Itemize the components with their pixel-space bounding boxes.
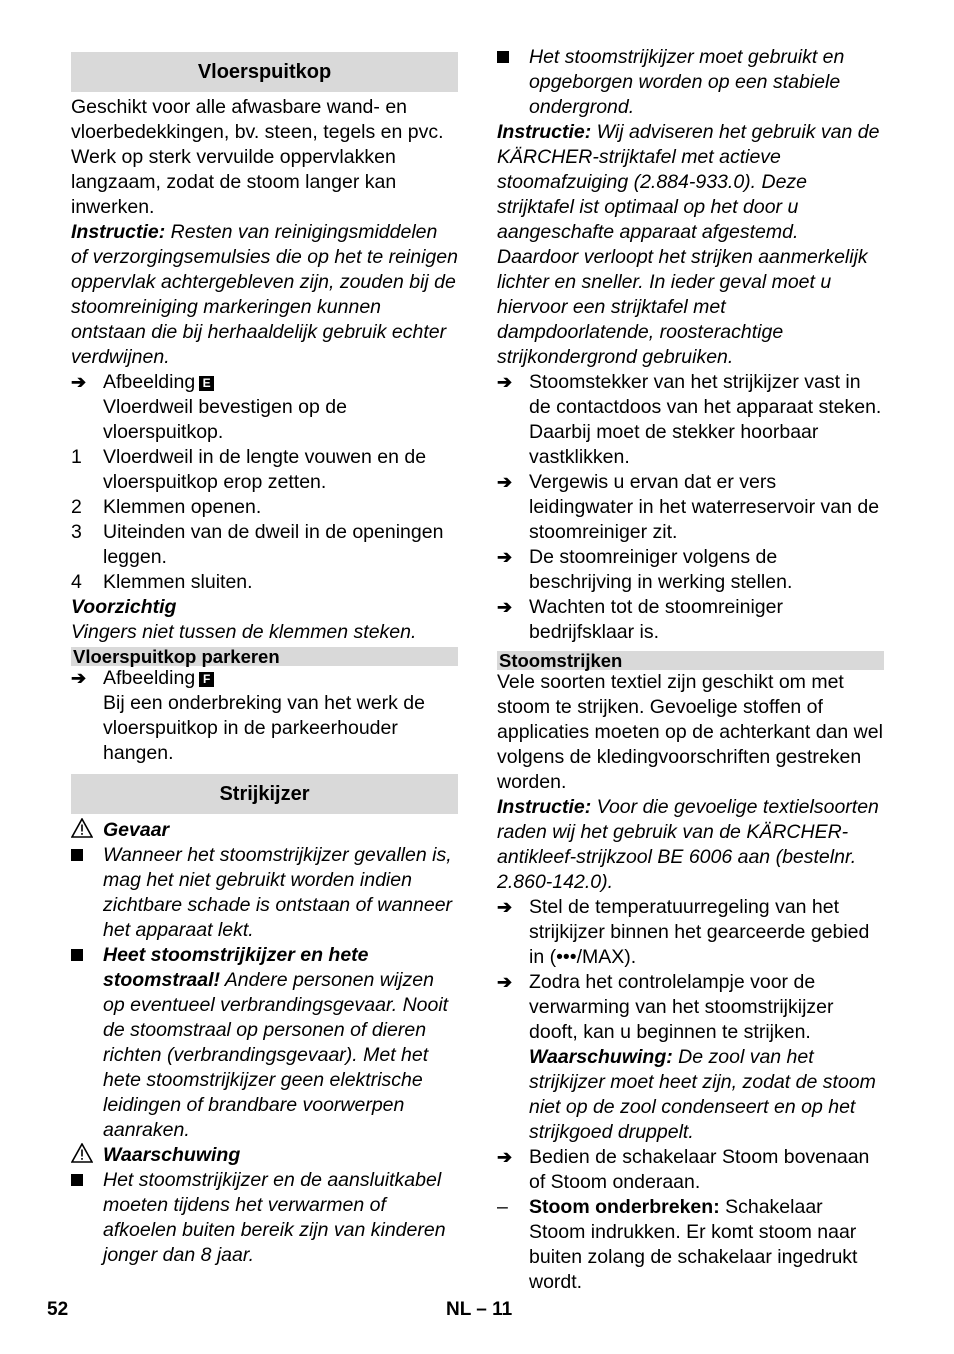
footer-language: NL — [446, 1299, 471, 1320]
dash-bold-text: Stoom onderbreken: — [529, 1196, 720, 1218]
footer-section-number: 11 — [492, 1299, 513, 1320]
figure-description: Bij een onderbreking van het werk de vloerspuitkop in de parkeerhouder hangen. — [103, 692, 425, 764]
warning-heading — [71, 1143, 458, 1168]
dash-bullet: – — [497, 1196, 508, 1218]
list-item — [497, 595, 884, 645]
step-text: Vloerdweil in de lengte vouwen en de vloerspuitkop erop zetten. — [103, 446, 427, 493]
note-label: Instructie: — [497, 796, 592, 818]
list-item — [71, 495, 458, 520]
danger-label: Gevaar — [103, 819, 170, 841]
figure-reference-f — [71, 666, 458, 766]
list-item — [497, 1195, 884, 1295]
subheading-stoomstrijken: Stoomstrijken — [497, 651, 884, 670]
danger-heading — [71, 818, 458, 843]
square-bullet-icon — [497, 51, 509, 63]
steps-list — [71, 445, 458, 595]
arrow-right-icon: ➔ — [497, 1147, 513, 1167]
footer-section — [446, 1297, 512, 1322]
caution-text: Vingers niet tussen de klemmen steken. — [71, 621, 417, 643]
arrow-right-icon: ➔ — [497, 372, 513, 392]
note-label: Instructie: — [71, 221, 166, 243]
list-item — [497, 1145, 884, 1195]
list-item — [497, 970, 884, 1145]
arrow-step-text: De stoomreiniger volgens de beschrijving in werking stellen. — [529, 546, 793, 593]
arrow-step-text: Wachten tot de stoomreiniger bedrijfsklaar is. — [529, 596, 783, 643]
danger-bold-text: Heet stoomstrijkijzer en hete stoomstraal! — [103, 944, 369, 991]
arrow-right-icon: ➔ — [497, 972, 513, 992]
warning-label: Waarschuwing — [103, 1144, 241, 1166]
square-bullet-icon — [71, 1174, 83, 1186]
figure-reference-e — [71, 370, 458, 445]
figure-description: Vloerdweil bevestigen op de vloerspuitkop. — [103, 396, 347, 443]
warning-triangle-icon — [71, 818, 93, 838]
arrow-step-text: Stoomstekker van het strijkijzer vast in de contactdoos van het apparaat steken. Daarbij moet de stekker hoorbaar vastklikken. — [529, 371, 882, 468]
list-item — [71, 943, 458, 1143]
section-heading-strijkijzer: Strijkijzer — [71, 774, 458, 814]
list-item — [497, 470, 884, 545]
note-instructie — [71, 220, 458, 370]
warning-inline-label: Waarschuwing: — [529, 1046, 673, 1068]
list-item — [71, 520, 458, 570]
arrow-step-text: Bedien de schakelaar Stoom bovenaan of Stoom onderaan. — [529, 1146, 870, 1193]
list-item — [71, 843, 458, 943]
note-instructie — [497, 120, 884, 370]
step-text: Klemmen openen. — [103, 496, 262, 518]
dash-text: Schakelaar Stoom indrukken. Er komt stoom naar buiten zolang de schakelaar ingedrukt wordt. — [529, 1196, 858, 1293]
square-bullet-icon — [71, 949, 83, 961]
note-instructie — [497, 795, 884, 895]
arrow-step-text: Stel de temperatuurregeling van het strijkijzer binnen het gearceerde gebied in (•••/MAX). — [529, 896, 870, 968]
figure-letter-badge: E — [199, 376, 214, 391]
arrow-right-icon: ➔ — [497, 897, 513, 917]
arrow-right-icon: ➔ — [497, 472, 513, 492]
step-text: Klemmen sluiten. — [103, 571, 253, 593]
danger-text: Andere personen wijzen op eventueel verbrandingsgevaar. Nooit de stoomstraal op personen of dieren richten (verbrandingsgevaar). Met het hete stoomstrijkijzer geen elektrische leidingen of brandbare voorwerpen aanraken. — [103, 969, 449, 1141]
figure-label: Afbeelding — [103, 371, 196, 393]
list-item — [497, 895, 884, 970]
arrow-step-text: Zodra het controlelampje voor de verwarming van het stoomstrijkijzer dooft, kan u beginnen te strijken. — [529, 971, 834, 1043]
list-item — [497, 370, 884, 470]
step-number: 3 — [71, 521, 82, 543]
note-text: Resten van reinigingsmiddelen of verzorgingsemulsies die op het te reinigen oppervlak achtergebleven zijn, zouden bij de stoomreiniging markeringen kunnen ontstaan die bij herhaaldelijk gebruik echter verdwijnen. — [71, 221, 458, 368]
left-column — [71, 52, 458, 1268]
arrow-step-text: Vergewis u ervan dat er vers leidingwater in het waterreservoir van de stoomreiniger zit. — [529, 471, 880, 543]
figure-label: Afbeelding — [103, 667, 196, 689]
list-item — [497, 45, 884, 120]
section-heading-vloerspuitkop: Vloerspuitkop — [71, 52, 458, 92]
bullet-text: Het stoomstrijkijzer moet gebruikt en opgeborgen worden op een stabiele ondergrond. — [529, 46, 845, 118]
figure-letter-badge: F — [199, 672, 214, 687]
warning-triangle-icon — [71, 1143, 93, 1163]
step-number: 1 — [71, 446, 82, 468]
right-column — [497, 45, 884, 1295]
subheading-vloerspuitkop-parkeren: Vloerspuitkop parkeren — [71, 647, 458, 666]
page-number: 52 — [47, 1299, 69, 1320]
footer-separator: – — [476, 1299, 487, 1320]
step-number: 4 — [71, 571, 82, 593]
note-text: Wij adviseren het gebruik van de KÄRCHER-strijktafel met actieve stoomafzuiging (2.884-933.0). Deze strijktafel ist optimaal op het door u aangeschafte apparaat afgestemd. Daardoor verloopt het strijken aanmerkelijk lichter en sneller. In ieder geval moet u hiervoor een strijktafel met dampdoorlatende, roosterachtige strijkondergrond gebruiken. — [497, 121, 880, 368]
list-item — [497, 545, 884, 595]
paragraph-stoomstrijken: Vele soorten textiel zijn geschikt om met stoom te strijken. Gevoelige stoffen of applicaties moeten op de achterkant dan wel volgens de kledingvoorschriften gestreken worden. — [497, 671, 883, 793]
danger-text: Wanneer het stoomstrijkijzer gevallen is, mag het niet gebruikt worden indien zichtbare schade is ontstaan of wanneer het apparaat lekt. — [103, 844, 453, 941]
arrow-right-icon: ➔ — [71, 372, 87, 392]
list-item — [71, 1168, 458, 1268]
warning-inline-text: De zool van het strijkijzer moet heet zijn, zodat de stoom niet op de zool condenseert en op het strijkgoed druppelt. — [529, 1046, 876, 1143]
arrow-right-icon: ➔ — [497, 597, 513, 617]
paragraph-vloerspuitkop: Geschikt voor alle afwasbare wand- en vloerbedekkingen, bv. steen, tegels en pvc. Werk op sterk vervuilde oppervlakken langzaam, zodat de stoom langer kan inwerken. — [71, 96, 444, 218]
arrow-right-icon: ➔ — [497, 547, 513, 567]
list-item — [71, 570, 458, 595]
step-number: 2 — [71, 496, 82, 518]
square-bullet-icon — [71, 849, 83, 861]
note-text: Voor die gevoelige textielsoorten raden wij het gebruik van de KÄRCHER-antikleef-strijkzool BE 6006 aan (bestelnr. 2.860-142.0). — [497, 796, 879, 893]
caution-label: Voorzichtig — [71, 596, 177, 618]
list-item — [71, 445, 458, 495]
step-text: Uiteinden van de dweil in de openingen leggen. — [103, 521, 444, 568]
warning-text: Het stoomstrijkijzer en de aansluitkabel moeten tijdens het verwarmen of afkoelen buiten bereik zijn van kinderen jonger dan 8 jaar. — [103, 1169, 446, 1266]
arrow-right-icon: ➔ — [71, 668, 87, 688]
note-label: Instructie: — [497, 121, 592, 143]
